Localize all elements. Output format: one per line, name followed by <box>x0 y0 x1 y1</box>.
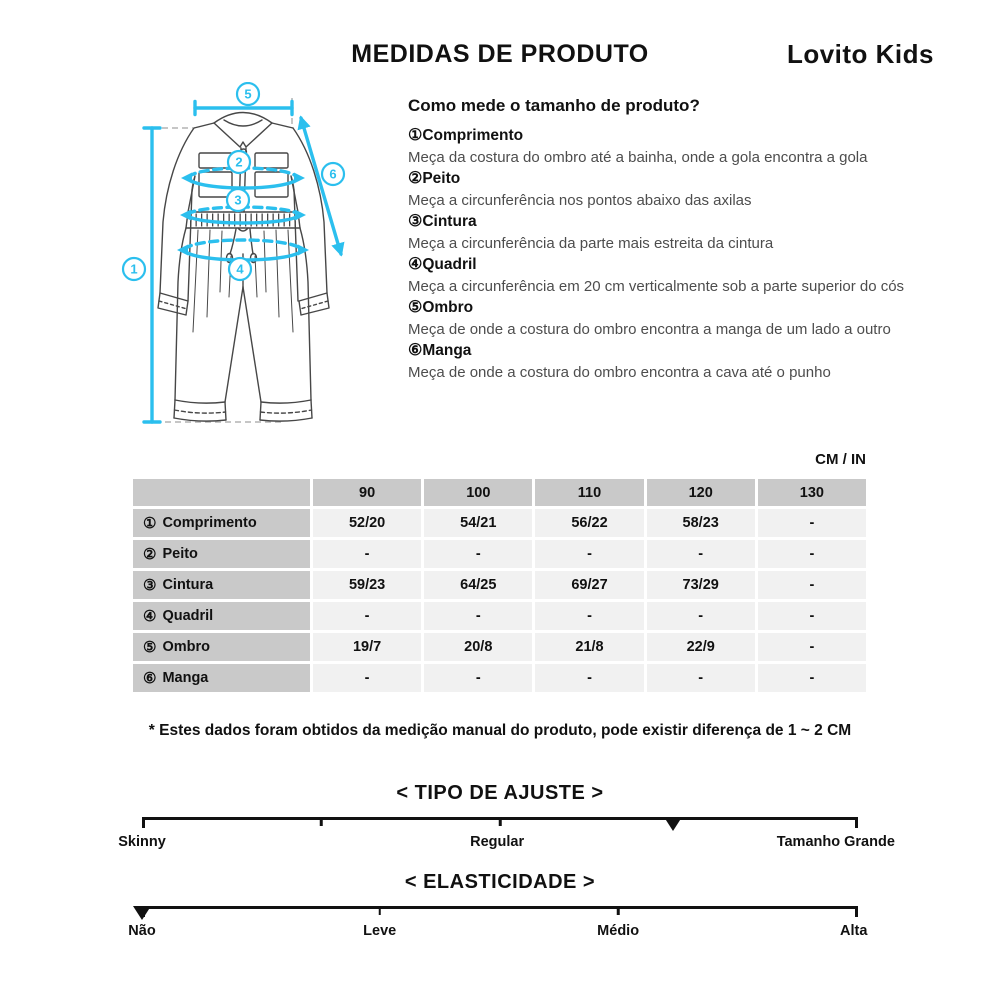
scale-tick <box>499 817 502 826</box>
guide-item-desc: Meça de onde a costura do ombro encontra a cava até o punho <box>408 363 831 381</box>
row-label: ⑤ Ombro <box>133 633 310 661</box>
guide-item-desc: Meça a circunferência da parte mais estreita da cintura <box>408 234 774 252</box>
measurement-callouts <box>123 83 344 280</box>
guide-item-label: ③Cintura <box>408 213 477 230</box>
callout-4: 4 <box>236 261 244 277</box>
table-cell: 20/8 <box>424 633 532 661</box>
scale-tick <box>320 817 323 826</box>
callout-2: 2 <box>235 154 243 170</box>
page-title: MEDIDAS DE PRODUTO <box>351 40 649 68</box>
scale-tick <box>617 906 620 915</box>
elasticity-label-medio: Médio <box>597 923 640 939</box>
table-cell: - <box>313 664 421 692</box>
size-table <box>133 479 866 692</box>
circled-number: ① <box>143 515 157 532</box>
scale-end-cap <box>142 817 145 828</box>
circled-number: ⑤ <box>408 299 423 316</box>
table-cell: - <box>647 540 755 568</box>
fit-scale <box>118 817 895 857</box>
circled-number: ⑥ <box>143 670 157 687</box>
guide-item-desc: Meça a circunferência nos pontos abaixo das axilas <box>408 191 752 209</box>
circled-number: ⑥ <box>408 342 423 359</box>
table-cell: - <box>758 540 866 568</box>
callout-1: 1 <box>130 261 138 277</box>
circled-number: ⑤ <box>143 639 157 656</box>
circled-number: ④ <box>143 608 157 625</box>
elasticity-scale-line <box>142 906 858 909</box>
circled-number: ② <box>408 170 423 187</box>
unit-label: CM / IN <box>815 451 866 468</box>
guide-item-label: ⑥Manga <box>408 342 472 359</box>
table-cell: - <box>424 540 532 568</box>
callout-6: 6 <box>329 166 337 182</box>
table-cell: 21/8 <box>535 633 643 661</box>
table-cell: 64/25 <box>424 571 532 599</box>
fit-label-regular: Regular <box>470 834 525 850</box>
table-cell: 22/9 <box>647 633 755 661</box>
table-cell: - <box>758 509 866 537</box>
callout-3: 3 <box>234 192 242 208</box>
table-header-cell: 90 <box>313 479 421 506</box>
circled-number: ① <box>408 127 423 144</box>
row-label: ⑥ Manga <box>133 664 310 692</box>
row-label: ③ Cintura <box>133 571 310 599</box>
guide-item-label: ④Quadril <box>408 256 477 273</box>
table-cell: 19/7 <box>313 633 421 661</box>
circled-number: ③ <box>408 213 423 230</box>
table-header-cell: 100 <box>424 479 532 506</box>
guide-item-label: ①Comprimento <box>408 127 524 144</box>
table-cell: - <box>647 602 755 630</box>
guide-item-label: ⑤Ombro <box>408 299 474 316</box>
row-label: ① Comprimento <box>133 509 310 537</box>
table-cell: - <box>758 571 866 599</box>
guide-item-desc: Meça de onde a costura do ombro encontra a manga de um lado a outro <box>408 320 891 338</box>
fit-scale-title: < TIPO DE AJUSTE > <box>396 782 604 804</box>
guide-item-desc: Meça a circunferência em 20 cm verticalmente sob a parte superior do cós <box>408 277 905 295</box>
elasticity-scale <box>128 906 868 946</box>
scale-end-cap <box>855 817 858 828</box>
elasticity-marker-icon <box>133 906 151 920</box>
table-cell: - <box>535 602 643 630</box>
table-cell: - <box>313 602 421 630</box>
table-cell: - <box>424 664 532 692</box>
table-cell: 54/21 <box>424 509 532 537</box>
scale-end-cap <box>855 906 858 917</box>
elasticity-scale-title: < ELASTICIDADE > <box>404 871 596 893</box>
row-label: ② Peito <box>133 540 310 568</box>
footnote: * Estes dados foram obtidos da medição manual do produto, pode existir diferença de 1 ~ 2 CM <box>148 722 852 739</box>
table-cell: - <box>535 664 643 692</box>
table-cell: 52/20 <box>313 509 421 537</box>
row-label: ④ Quadril <box>133 602 310 630</box>
circled-number: ③ <box>143 577 157 594</box>
table-cell: - <box>313 540 421 568</box>
circled-number: ④ <box>408 256 423 273</box>
fit-scale-line <box>142 817 858 820</box>
brand-logo: Lovito Kids <box>786 39 934 69</box>
table-cell: - <box>647 664 755 692</box>
table-cell: - <box>758 602 866 630</box>
elasticity-label-nao: Não <box>128 923 156 939</box>
elasticity-label-alta: Alta <box>840 923 868 939</box>
callout-5: 5 <box>244 86 252 102</box>
guide-item-label: ②Peito <box>408 170 461 187</box>
table-header-corner <box>133 479 310 506</box>
table-cell: - <box>758 633 866 661</box>
scale-tick <box>378 906 381 915</box>
table-header-cell: 120 <box>647 479 755 506</box>
measure-guide <box>408 96 968 383</box>
fit-label-skinny: Skinny <box>118 834 166 850</box>
fit-label-tamanho-grande: Tamanho Grande <box>776 834 895 850</box>
table-cell: - <box>535 540 643 568</box>
guide-item-desc: Meça da costura do ombro até a bainha, onde a gola encontra a gola <box>408 148 868 166</box>
table-cell: - <box>758 664 866 692</box>
table-cell: 59/23 <box>313 571 421 599</box>
circled-number: ② <box>143 546 157 563</box>
table-header-cell: 130 <box>758 479 866 506</box>
fit-marker-icon <box>664 817 682 831</box>
table-cell: 58/23 <box>647 509 755 537</box>
garment-diagram <box>95 82 405 462</box>
table-cell: - <box>424 602 532 630</box>
table-cell: 73/29 <box>647 571 755 599</box>
table-cell: 69/27 <box>535 571 643 599</box>
table-cell: 56/22 <box>535 509 643 537</box>
table-header-cell: 110 <box>535 479 643 506</box>
guide-title: Como mede o tamanho de produto? <box>408 96 700 115</box>
elasticity-label-leve: Leve <box>363 923 397 939</box>
